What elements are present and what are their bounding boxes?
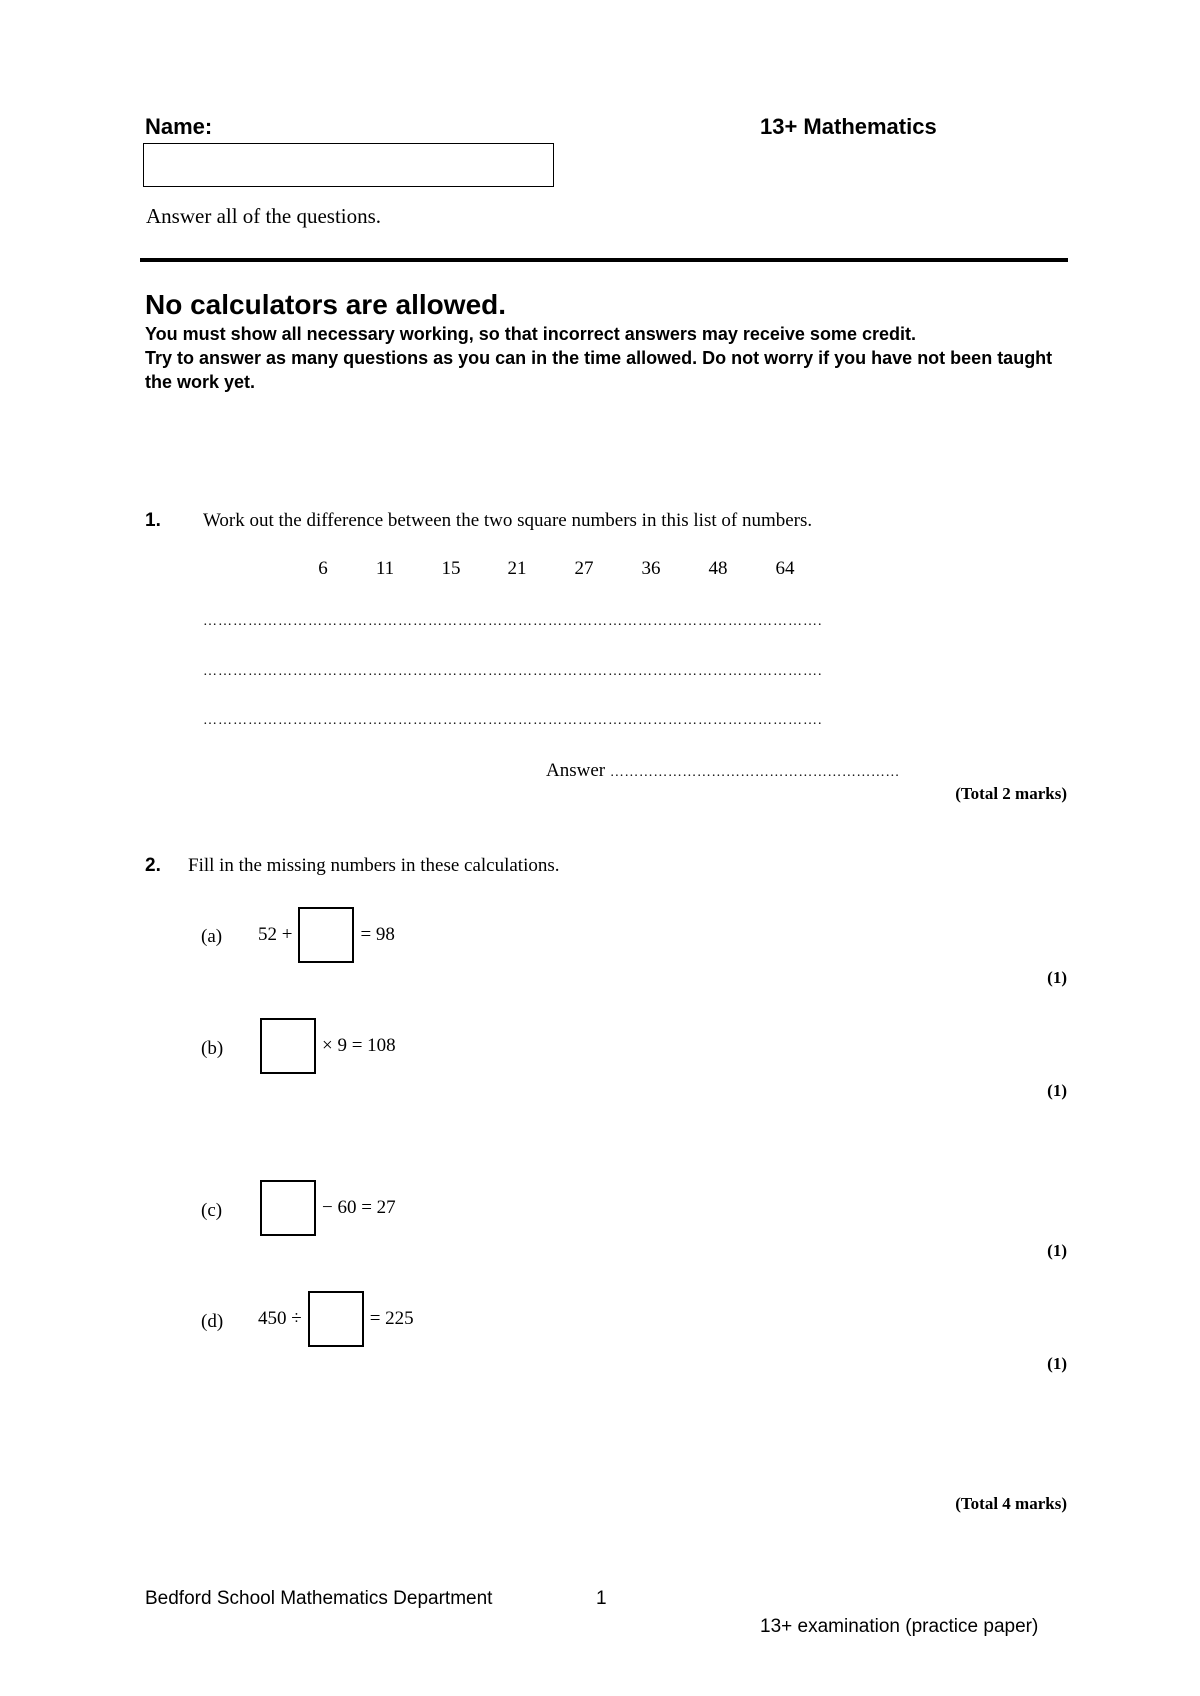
guidance-line-1: You must show all necessary working, so that incorrect answers may receive some credit. xyxy=(145,324,916,344)
q2d-calculation xyxy=(258,1291,414,1347)
footer-paper-title: 13+ examination (practice paper) xyxy=(760,1616,1039,1637)
q1-answer-dots[interactable]: …………………………………………………… xyxy=(609,765,900,780)
q2b-mark: (1) xyxy=(1047,1081,1067,1100)
name-input-box[interactable] xyxy=(143,143,554,187)
q1-working-line[interactable]: ……………………………………………………………………………………………………………. xyxy=(203,713,823,728)
q2a-mark: (1) xyxy=(1047,968,1067,987)
q1-list-number: 21 xyxy=(507,558,527,579)
footer-page-number: 1 xyxy=(596,1588,607,1609)
q2-text: Fill in the missing numbers in these calculations. xyxy=(188,855,560,876)
q1-text: Work out the difference between the two square numbers in this list of numbers. xyxy=(203,510,813,531)
q2b-answer-box[interactable] xyxy=(260,1018,316,1074)
q1-working-line[interactable]: ……………………………………………………………………………………………………………. xyxy=(203,664,823,679)
q2a-answer-box[interactable] xyxy=(298,907,354,963)
q1-list-number: 48 xyxy=(708,558,728,579)
q2d-after: = 225 xyxy=(369,1308,414,1329)
q2c-calculation xyxy=(254,1180,396,1236)
q2c-after: − 60 = 27 xyxy=(322,1197,396,1218)
q1-answer-label: Answer xyxy=(546,760,606,781)
q2a-after: = 98 xyxy=(360,924,395,945)
q1-working-line[interactable]: ……………………………………………………………………………………………………………. xyxy=(203,614,823,629)
q2c-answer-box[interactable] xyxy=(260,1180,316,1236)
q2-total-marks: (Total 4 marks) xyxy=(955,1494,1067,1513)
q1-answer-line[interactable] xyxy=(546,760,900,782)
q2a-calculation xyxy=(258,907,395,963)
q2d-answer-box[interactable] xyxy=(308,1291,364,1347)
q1-list-number: 64 xyxy=(775,558,795,579)
guidance-text xyxy=(145,322,1075,394)
q2c-label: (c) xyxy=(201,1200,223,1221)
q2a-label: (a) xyxy=(201,926,223,947)
q1-list-number: 15 xyxy=(441,558,461,579)
q2d-label: (d) xyxy=(201,1311,224,1332)
q2a-before: 52 + xyxy=(258,924,293,945)
q1-list-number: 27 xyxy=(574,558,594,579)
header-divider xyxy=(140,258,1068,262)
q2c-mark: (1) xyxy=(1047,1241,1067,1260)
instruction-text: Answer all of the questions. xyxy=(146,204,382,228)
subject-title: 13+ Mathematics xyxy=(760,114,937,139)
q1-list-number: 11 xyxy=(375,558,395,579)
q2-number: 2. xyxy=(145,855,161,876)
q1-list-number: 6 xyxy=(318,558,328,579)
q2b-label: (b) xyxy=(201,1038,224,1059)
q2b-after: × 9 = 108 xyxy=(322,1035,396,1056)
no-calculators-heading: No calculators are allowed. xyxy=(145,289,507,320)
q2d-before: 450 ÷ xyxy=(258,1308,302,1329)
q1-number: 1. xyxy=(145,510,161,531)
name-label: Name: xyxy=(145,114,213,139)
q1-total-marks: (Total 2 marks) xyxy=(955,784,1067,803)
guidance-line-2: Try to answer as many questions as you can in the time allowed. Do not worry if you have not been taught the work yet. xyxy=(145,348,1053,392)
footer-department: Bedford School Mathematics Department xyxy=(145,1588,493,1609)
q2d-mark: (1) xyxy=(1047,1354,1067,1373)
q1-list-number: 36 xyxy=(641,558,661,579)
q2b-calculation xyxy=(254,1018,396,1074)
